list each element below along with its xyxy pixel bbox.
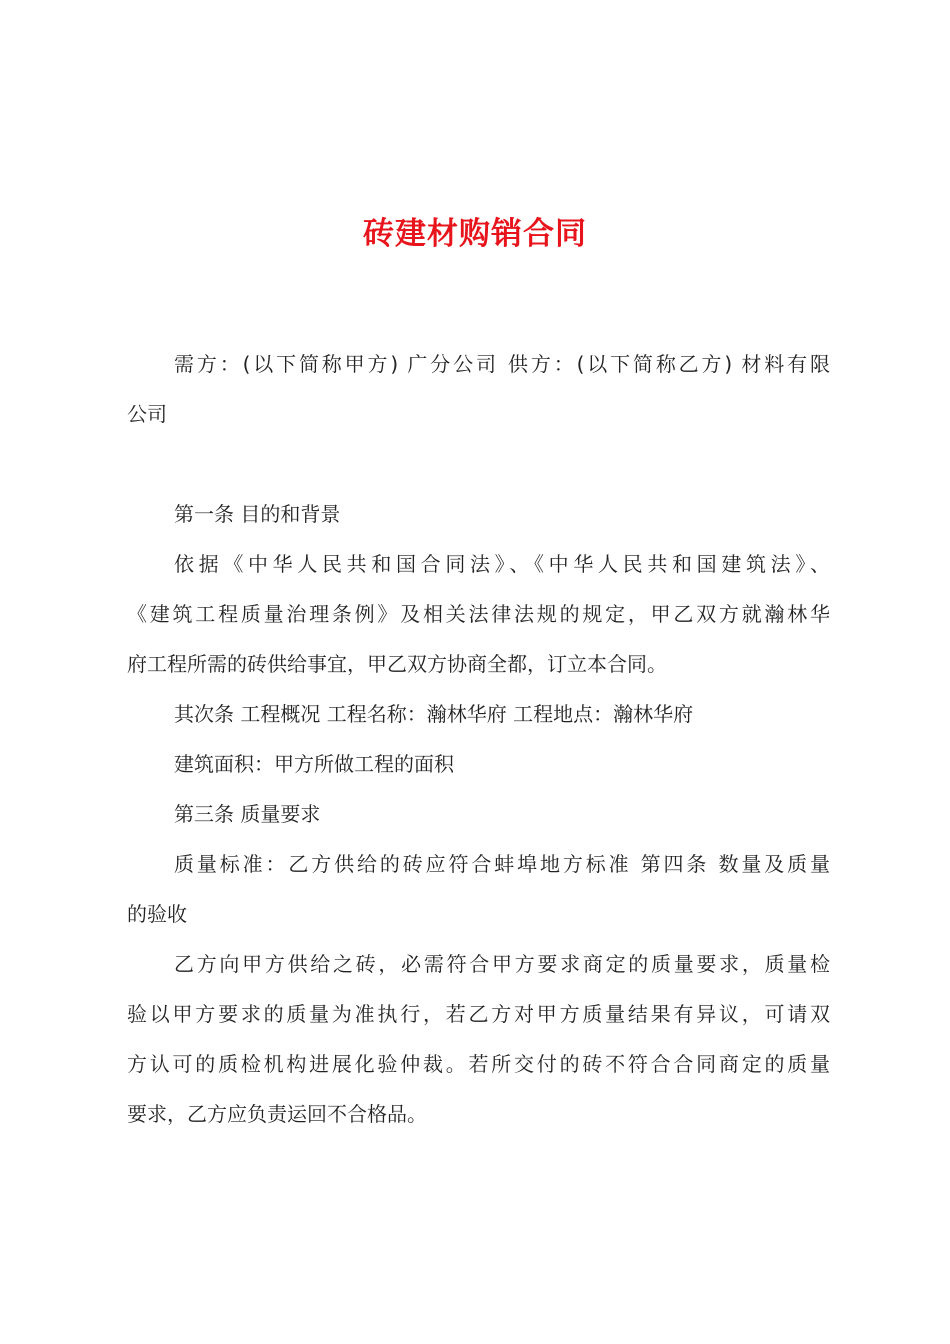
article3-heading: 第三条 质量要求 bbox=[174, 802, 321, 826]
article4-paragraph-line-1: 乙方向甲方供给之砖，必需符合甲方要求商定的质量要求，质量检 bbox=[174, 952, 830, 976]
article3-standard-line-2: 的验收 bbox=[127, 902, 187, 926]
article4-paragraph-line-3: 方认可的质检机构进展化验仲裁。若所交付的砖不符合合同商定的质量 bbox=[127, 1052, 830, 1076]
document-title: 砖建材购销合同 bbox=[363, 216, 587, 252]
article1-heading: 第一条 目的和背景 bbox=[174, 502, 341, 526]
article1-paragraph-line-3: 府工程所需的砖供给事宜，甲乙双方协商全都，订立本合同。 bbox=[127, 652, 667, 676]
parties-line-1: 需方：(以下简称甲方) 广分公司 供方：(以下简称乙方) 材料有限 bbox=[174, 352, 830, 376]
parties-line-2: 公司 bbox=[127, 402, 167, 426]
article2-overview: 其次条 工程概况 工程名称：瀚林华府 工程地点：瀚林华府 bbox=[174, 702, 694, 726]
article1-paragraph-line-1: 依据《中华人民共和国合同法》、《中华人民共和国建筑法》、 bbox=[174, 552, 830, 576]
article4-paragraph-line-2: 验以甲方要求的质量为准执行，若乙方对甲方质量结果有异议，可请双 bbox=[127, 1002, 830, 1026]
article2-building-area: 建筑面积：甲方所做工程的面积 bbox=[174, 752, 454, 776]
article3-standard-line-1: 质量标准：乙方供给的砖应符合蚌埠地方标准 第四条 数量及质量 bbox=[174, 852, 830, 876]
article4-paragraph-line-4: 要求，乙方应负责运回不合格品。 bbox=[127, 1102, 427, 1126]
article1-paragraph-line-2: 《建筑工程质量治理条例》及相关法律法规的规定，甲乙双方就瀚林华 bbox=[127, 602, 830, 626]
